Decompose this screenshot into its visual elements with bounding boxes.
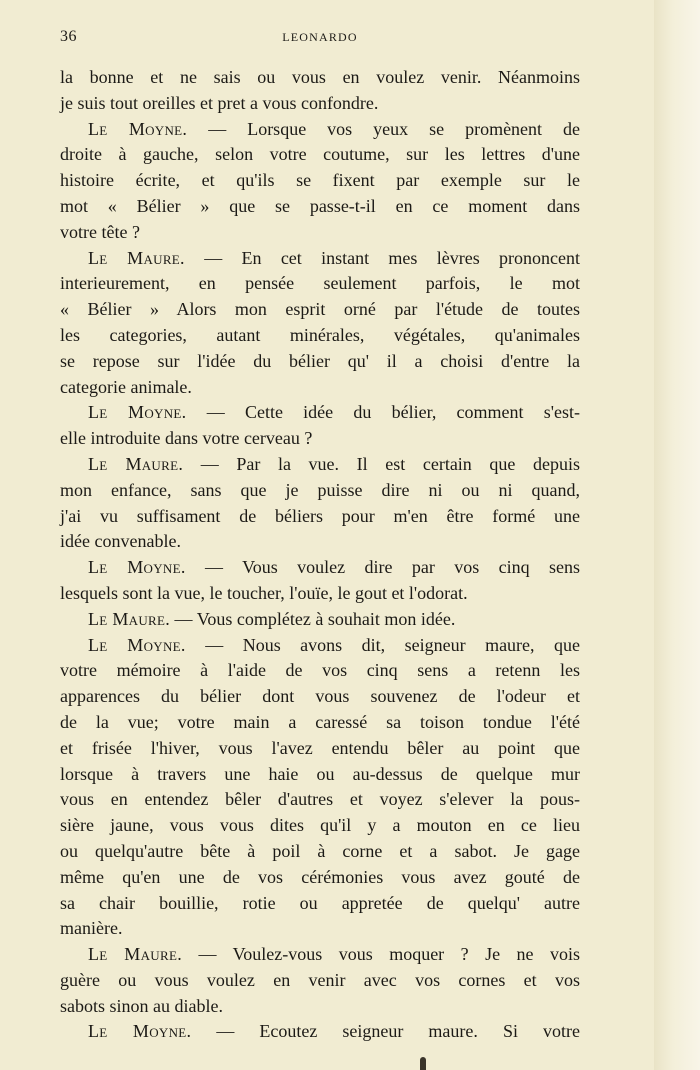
- line-text: idée convenable.: [60, 531, 181, 552]
- speaker-name: Le Moyne.: [88, 557, 186, 578]
- line-text: la bonne et ne sais ou vous en voulez venir. Néanmoins: [60, 67, 580, 87]
- page-edge: [654, 0, 700, 1070]
- ink-mark: [420, 1057, 426, 1070]
- line-text: « Bélier » Alors mon esprit orné par l'étude de toutes: [60, 299, 580, 320]
- line-text: manière.: [60, 918, 123, 939]
- speaker-name: Le Maure.: [88, 944, 182, 965]
- text-line: [60, 607, 580, 633]
- line-text: — En cet instant mes lèvres prononcent: [204, 247, 581, 268]
- line-text: et frisée l'hiver, vous l'avez entendu bêler au point que: [60, 737, 580, 758]
- line-text: les categories, autant minérales, végétales, qu'animales: [60, 324, 580, 345]
- text-line: [60, 375, 580, 401]
- text-line: [60, 787, 580, 813]
- line-text: se repose sur l'idée du bélier qu' il a choisi d'entre la: [60, 350, 580, 371]
- page-number: 36: [60, 28, 77, 45]
- text-line: [60, 297, 580, 323]
- line-text: categorie animale.: [60, 376, 192, 397]
- line-text: de la vue; votre main a caressé sa toison tondue l'été: [60, 711, 580, 732]
- line-text: lorsque à travers une haie ou au-dessus de quelque mur: [60, 763, 580, 784]
- speaker-name: Le Maure.: [88, 608, 171, 629]
- text-line: [60, 762, 580, 788]
- line-text: — Lorsque vos yeux se promènent de: [208, 118, 581, 139]
- line-text: votre mémoire à l'aide de vos cinq sens a retenn les: [60, 660, 580, 681]
- line-text: — Cette idée du bélier, comment s'est-: [206, 402, 581, 423]
- text-line: [60, 684, 580, 710]
- line-text: — Vous voulez dire par vos cinq sens: [205, 557, 581, 578]
- text-line: [60, 478, 580, 504]
- line-text: interieurement, en pensée seulement parfois, le mot: [60, 273, 580, 294]
- text-line: [60, 942, 580, 968]
- text-line: [60, 710, 580, 736]
- text-line: [60, 736, 580, 762]
- speaker-name: Le Moyne.: [88, 634, 186, 655]
- text-line: [60, 91, 580, 117]
- line-text: elle introduite dans votre cerveau ?: [60, 428, 313, 449]
- line-text: vous en entendez bêler d'autres et voyez s'elever la pous-: [60, 789, 580, 810]
- text-line: [60, 271, 580, 297]
- text-line: [60, 452, 580, 478]
- text-line: [60, 529, 580, 555]
- text-line: [60, 581, 580, 607]
- line-text: mot « Bélier » que se passe-t-il en ce moment dans: [60, 195, 580, 216]
- text-line: [60, 555, 580, 581]
- line-text: apparences du bélier dont vous souvenez de l'odeur et: [60, 686, 580, 707]
- speaker-name: Le Moyne.: [88, 118, 188, 139]
- line-text: — Voulez-vous vous moquer ? Je ne vois: [198, 944, 581, 965]
- text-line: [60, 839, 580, 865]
- text-line: [60, 813, 580, 839]
- running-head: LEONARDO: [282, 30, 358, 44]
- text-line: [60, 168, 580, 194]
- text-line: [60, 891, 580, 917]
- line-text: votre tête ?: [60, 221, 140, 242]
- text-line: [60, 246, 580, 272]
- text-line: [60, 117, 580, 143]
- line-text: sabots sinon au diable.: [60, 995, 223, 1016]
- line-text: — Ecoutez seigneur maure. Si votre: [216, 1021, 580, 1042]
- line-text: même qu'en une de vos cérémonies vous avez gouté de: [60, 866, 580, 887]
- line-text: — Par la vue. Il est certain que depuis: [200, 453, 580, 474]
- text-line: [60, 994, 580, 1020]
- line-text: mon enfance, sans que je puisse dire ni ou ni quand,: [60, 479, 580, 500]
- line-text: lesquels sont la vue, le toucher, l'ouïe, le gout et l'odorat.: [60, 582, 468, 603]
- speaker-name: Le Maure.: [88, 247, 185, 268]
- page-header: [60, 28, 580, 50]
- text-line: [60, 142, 580, 168]
- body-text: [60, 65, 580, 1045]
- text-line: [60, 65, 580, 91]
- text-line: [60, 633, 580, 659]
- line-text: ou quelqu'autre bête à poil à corne et a sabot. Je gage: [60, 840, 580, 861]
- line-text: sière jaune, vous vous dites qu'il y a mouton en ce lieu: [60, 815, 580, 836]
- line-text: je suis tout oreilles et pret a vous confondre.: [60, 92, 379, 113]
- text-line: [60, 194, 580, 220]
- text-line: [60, 349, 580, 375]
- text-line: [60, 1019, 580, 1045]
- text-line: [60, 916, 580, 942]
- speaker-name: Le Maure.: [88, 453, 184, 474]
- line-text: histoire écrite, et qu'ils se fixent par exemple sur le: [60, 170, 580, 191]
- text-line: [60, 323, 580, 349]
- line-text: — Nous avons dit, seigneur maure, que: [205, 634, 581, 655]
- line-text: j'ai vu suffisament de béliers pour m'en être formé une: [60, 505, 580, 526]
- text-line: [60, 658, 580, 684]
- line-text: guère ou vous voulez en venir avec vos cornes et vos: [60, 969, 580, 990]
- text-line: [60, 400, 580, 426]
- text-line: [60, 504, 580, 530]
- line-text: — Vous complétez à souhait mon idée.: [174, 608, 456, 629]
- speaker-name: Le Moyne.: [88, 1021, 192, 1042]
- text-line: [60, 426, 580, 452]
- line-text: sa chair bouillie, rotie ou appretée de quelqu' autre: [60, 892, 580, 913]
- line-text: droite à gauche, selon votre coutume, sur les lettres d'une: [60, 144, 580, 165]
- text-line: [60, 220, 580, 246]
- text-line: [60, 865, 580, 891]
- text-line: [60, 968, 580, 994]
- speaker-name: Le Moyne.: [88, 402, 187, 423]
